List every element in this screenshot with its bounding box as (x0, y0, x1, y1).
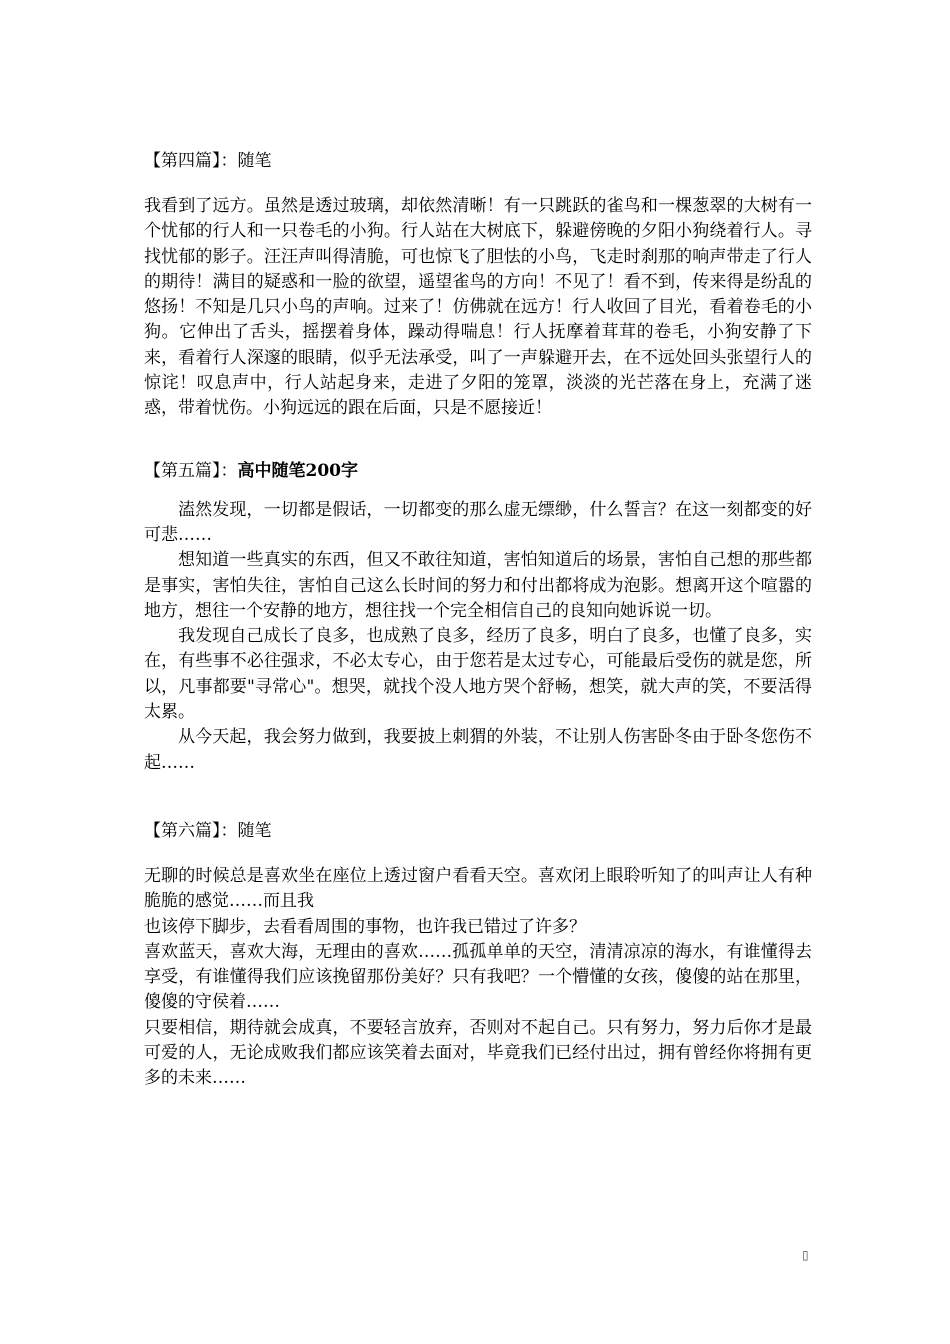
paragraph: 从今天起，我会努力做到，我要披上刺猬的外装，不让别人伤害卧冬由于卧冬您伤不起…… (144, 727, 812, 773)
section-heading-label: 【第五篇】： (144, 460, 238, 481)
section-5 (144, 456, 812, 776)
paragraph: 只要相信，期待就会成真，不要轻言放弃，否则对不起自己。只有努力，努力后你才是最可爱的人，无论成败我们都应该笑着去面对，毕竟我们已经付出过，拥有曾经你将拥有更多的未来…… (144, 1017, 812, 1089)
paragraph: 我发现自己成长了良多，也成熟了良多，经历了良多，明白了良多，也懂了良多，实在，有些事不必往强求，不必太专心，由于您若是太过专心，可能最后受伤的就是您，所以，凡事都要"寻常心"。想哭，就找个没人地方哭个舒畅，想笑，就大声的笑，不要活得太累。 (144, 626, 812, 723)
paragraph: 也该停下脚步，去看看周围的事物，也许我已错过了许多？ (144, 916, 586, 937)
section-heading (144, 146, 812, 176)
section-6 (144, 816, 812, 1092)
document-body (144, 146, 812, 1092)
section-heading (144, 816, 812, 846)
page-footer-mark: ▯ (802, 1248, 809, 1262)
paragraph: 喜欢蓝天，喜欢大海，无理由的喜欢……孤孤单单的天空，清清凉凉的海水，有谁懂得去享受，有谁懂得我们应该挽留那份美好？只有我吧？一个懵懂的女孩，傻傻的站在那里，傻傻的守侯着…… (144, 941, 812, 1013)
section-heading-label: 【第六篇】： (144, 820, 238, 841)
section-heading-title: 高中随笔200字 (237, 460, 358, 481)
section-4 (144, 146, 812, 422)
section-heading-title: 随笔 (237, 151, 272, 171)
paragraph: 我看到了远方。虽然是透过玻璃，却依然清晰！有一只跳跃的雀鸟和一棵葱翠的大树有一个忧郁的行人和一只卷毛的小狗。行人站在大树底下，躲避傍晚的夕阳小狗绕着行人。寻找忧郁的影子。汪汪声叫得清脆，可也惊飞了胆怯的小鸟，飞走时刹那的响声带走了行人的期待！满目的疑惑和一脸的欲望，遥望雀鸟的方向！不见了！看不到，传来得是纷乱的悠扬！不知是几只小鸟的声响。过来了！仿佛就在远方！行人收回了目光，看着卷毛的小狗。它伸出了舌头，摇摆着身体，躁动得喘息！行人抚摩着茸茸的卷毛，小狗安静了下来，看着行人深邃的眼睛，似乎无法承受，叫了一声躲避开去，在不远处回头张望行人的惊诧！叹息声中，行人站起身来，走进了夕阳的笼罩，淡淡的光芒落在身上，充满了迷惑，带着忧伤。小狗远远的跟在后面，只是不愿接近！ (144, 196, 812, 419)
paragraph: 溘然发现，一切都是假话，一切都变的那么虚无缥缈，什么誓言？在这一刻都变的好可悲…… (144, 499, 812, 545)
section-heading-title: 随笔 (237, 820, 272, 841)
paragraph: 想知道一些真实的东西，但又不敢往知道，害怕知道后的场景，害怕自己想的那些都是事实，害怕失往，害怕自己这么长时间的努力和付出都将成为泡影。想离开这个喧嚣的地方，想往一个安静的地方，想往找一个完全相信自己的良知向她诉说一切。 (144, 550, 812, 621)
section-heading (144, 456, 812, 486)
section-heading-label: 【第四篇】： (144, 151, 238, 171)
paragraph: 无聊的时候总是喜欢坐在座位上透过窗户看看天空。喜欢闭上眼聆听知了的叫声让人有种脆脆的感觉……而且我 (144, 865, 812, 912)
